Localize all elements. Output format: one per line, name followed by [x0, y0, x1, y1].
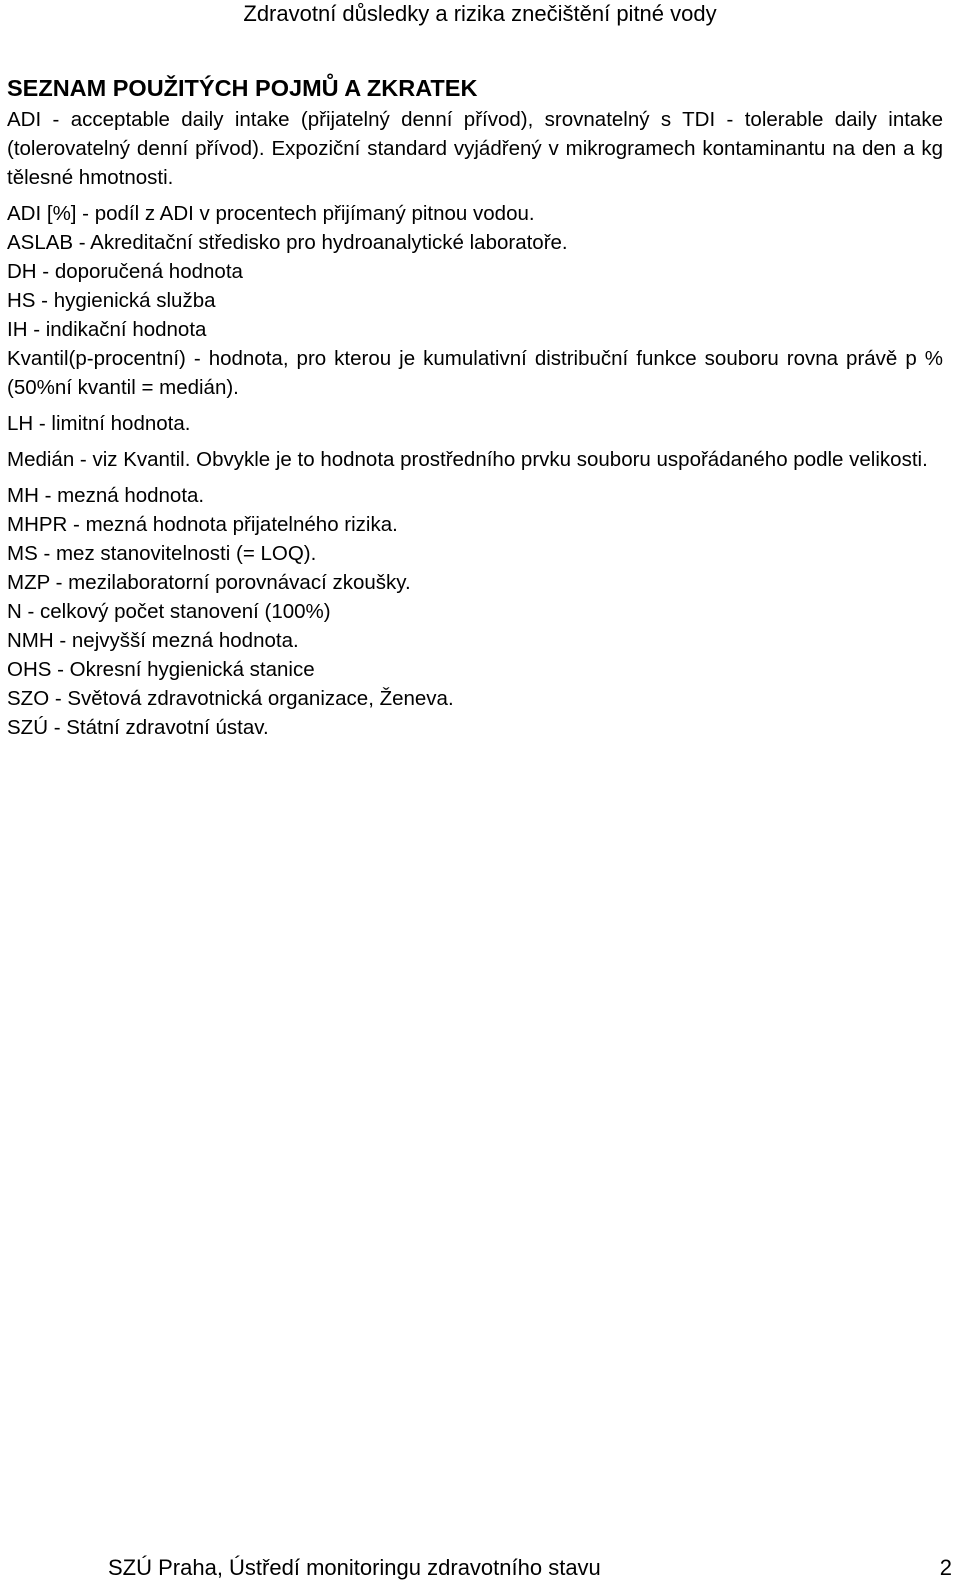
section-heading: SEZNAM POUŽITÝCH POJMŮ A ZKRATEK	[7, 75, 478, 101]
glossary-entry-mh: MH - mezná hodnota.	[7, 484, 205, 507]
document-title: Zdravotní důsledky a rizika znečištění pitné vody	[243, 1, 717, 26]
page-number: 2	[939, 1555, 952, 1580]
glossary-entry-dh: DH - doporučená hodnota	[7, 260, 243, 283]
glossary-entry-szu: SZÚ - Státní zdravotní ústav.	[7, 716, 269, 739]
glossary-entry-ms: MS - mez stanovitelnosti (= LOQ).	[7, 542, 317, 565]
glossary-entry-aslab: ASLAB - Akreditační středisko pro hydroanalytické laboratoře.	[7, 231, 568, 254]
glossary-entry-adi: ADI - acceptable daily intake (přijatelný denní přívod), srovnatelný s TDI - tolerable daily intake (tolerovatelný denní přívod). Expoziční standard vyjádřený v mikrogramech kontaminantu na den a kg tělesné hmotnosti.	[7, 108, 943, 189]
glossary-entry-ohs: OHS - Okresní hygienická stanice	[7, 658, 315, 681]
footer-text: SZÚ Praha, Ústředí monitoringu zdravotního stavu	[108, 1555, 601, 1580]
page-header	[0, 0, 960, 28]
glossary-entry-median: Medián - viz Kvantil. Obvykle je to hodnota prostředního prvku souboru uspořádaného podle velikosti.	[7, 448, 928, 471]
glossary-entry-ih: IH - indikační hodnota	[7, 318, 207, 341]
glossary-entry-n: N - celkový počet stanovení (100%)	[7, 600, 331, 623]
glossary-section	[7, 72, 943, 742]
glossary-entry-szo: SZO - Světová zdravotnická organizace, Ženeva.	[7, 687, 454, 710]
glossary-entry-mzp: MZP - mezilaboratorní porovnávací zkoušky.	[7, 571, 411, 594]
glossary-entry-nmh: NMH - nejvyšší mezná hodnota.	[7, 629, 299, 652]
glossary-entry-hs: HS - hygienická služba	[7, 289, 216, 312]
glossary-entry-kvantil: Kvantil(p-procentní) - hodnota, pro kterou je kumulativní distribuční funkce souboru rovna právě p % (50%ní kvantil = medián).	[7, 347, 943, 399]
glossary-entry-mhpr: MHPR - mezná hodnota přijatelného rizika.	[7, 513, 398, 536]
glossary-entry-lh: LH - limitní hodnota.	[7, 412, 191, 435]
glossary-entry-adi-percent: ADI [%] - podíl z ADI v procentech přijímaný pitnou vodou.	[7, 202, 535, 225]
